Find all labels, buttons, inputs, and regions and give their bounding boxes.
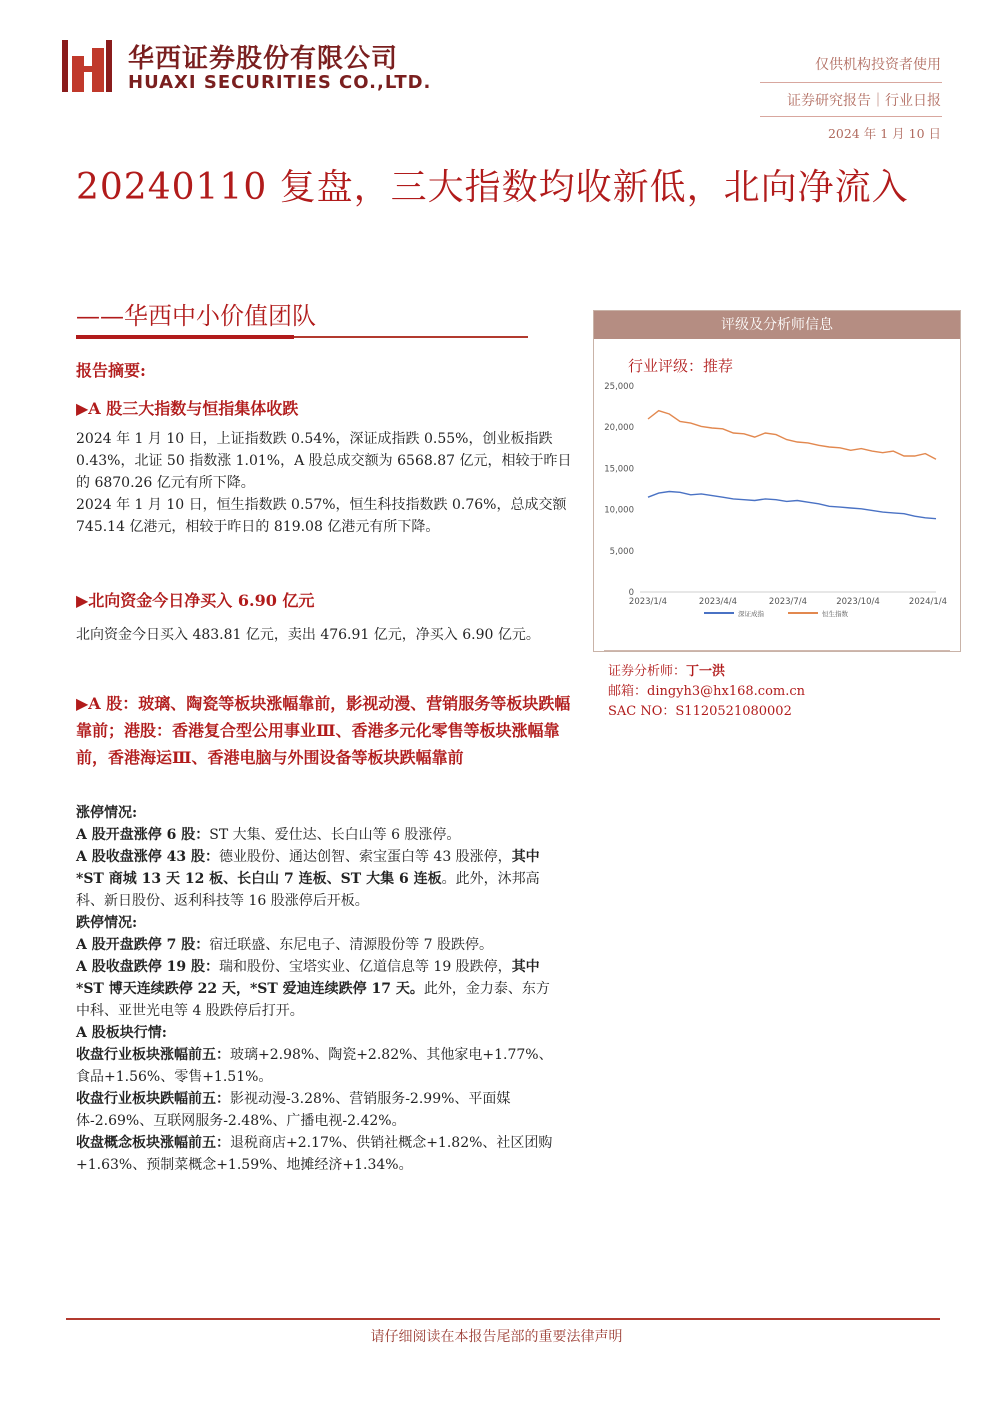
- x-tick-label: 2023/10/4: [836, 597, 880, 607]
- paragraph-northbound: 北向资金今日买入 483.81 亿元，卖出 476.91 亿元，净买入 6.90 亿元。: [76, 627, 540, 643]
- analyst-email: 邮箱：dingyh3@hx168.com.cn: [608, 684, 806, 699]
- section-body-indices: [76, 428, 576, 538]
- section-heading-northbound: ▶北向资金今日净买入 6.90 亿元: [76, 591, 315, 610]
- limit-down-heading: 跌停情况:: [76, 915, 138, 931]
- series-line: [648, 492, 936, 519]
- x-tick-label: 2023/7/4: [768, 597, 808, 607]
- report-title: 20240110 复盘，三大指数均收新低，北向净流入: [76, 167, 909, 208]
- x-tick-label: 2023/1/4: [628, 597, 668, 607]
- industry-rating: 行业评级：推荐: [628, 357, 734, 375]
- x-tick-label: 2023/4/4: [698, 597, 738, 607]
- title-divider-accent: [76, 335, 294, 339]
- industry-top-gainers: 收盘行业板块涨幅前五：玻璃+2.98%、陶瓷+2.82%、其他家电+1.77%、食品+1.56%、零售+1.51%。: [76, 1047, 553, 1085]
- y-tick-label: 20,000: [604, 423, 634, 434]
- close-limit-down: A 股收盘跌停 19 股：瑞和股份、宝塔实业、亿道信息等 19 股跌停，其中*ST 博天连续跌停 22 天，*ST 爱迪连续跌停 17 天。此外，金力泰、东方中科、亚世光电等 4 股跌停后打开。: [76, 959, 550, 1019]
- audience-note: 仅供机构投资者使用: [815, 57, 941, 73]
- sector-heading: A 股板块行情:: [76, 1025, 167, 1041]
- limit-up-heading: 涨停情况:: [76, 805, 138, 821]
- legend-label: 深证成指: [738, 610, 764, 618]
- x-tick-label: 2024/1/4: [908, 597, 948, 607]
- y-tick-label: 0: [628, 588, 634, 598]
- paragraph-a-share: 2024 年 1 月 10 日，上证指数跌 0.54%，深证成指跌 0.55%，创业板指跌 0.43%，北证 50 指数涨 1.01%，A 股总成交额为 6568.87 亿元，相较于昨日的 6870.26 亿元有所下降。: [76, 431, 572, 491]
- team-name: ——华西中小价值团队: [76, 302, 316, 330]
- company-name-en: HUAXI SECURITIES CO.,LTD.: [128, 72, 432, 93]
- sidebar-divider: [604, 650, 950, 651]
- legal-notice: 请仔细阅读在本报告尾部的重要法律声明: [370, 1329, 623, 1345]
- y-tick-label: 5,000: [609, 546, 634, 557]
- y-tick-label: 10,000: [604, 505, 634, 516]
- report-date: 2024 年 1 月 10 日: [827, 126, 941, 141]
- huaxi-logo-icon: [62, 38, 114, 94]
- legend-label: 恒生指数: [822, 610, 848, 618]
- analyst-sac: SAC NO：S1120521080002: [608, 704, 792, 719]
- open-limit-down: A 股开盘跌停 7 股：宿迁联盛、东尼电子、清源股份等 7 股跌停。: [76, 937, 494, 953]
- report-type: 证券研究报告｜行业日报: [787, 93, 941, 109]
- limit-details: [76, 802, 558, 1176]
- index-line-chart: [600, 378, 960, 618]
- section-heading-indices: ▶A 股三大指数与恒指集体收跌: [76, 399, 299, 418]
- industry-top-losers: 收盘行业板块跌幅前五：影视动漫-3.28%、营销服务-2.99%、平面媒体-2.69%、互联网服务-2.48%、广播电视-2.42%。: [76, 1091, 511, 1129]
- concept-top-gainers: 收盘概念板块涨幅前五：退税商店+2.17%、供销社概念+1.82%、社区团购+1.63%、预制菜概念+1.59%、地摊经济+1.34%。: [76, 1135, 553, 1173]
- series-line: [648, 411, 936, 460]
- header-divider: [760, 82, 942, 83]
- summary-heading: 报告摘要:: [76, 361, 146, 380]
- rating-panel-heading: 评级及分析师信息: [594, 311, 960, 339]
- analyst-info: 证券分析师：丁一洪: [608, 664, 726, 679]
- company-name-cn: 华西证券股份有限公司: [128, 44, 399, 74]
- close-limit-up: A 股收盘涨停 43 股：德业股份、通达创智、索宝蛋白等 43 股涨停，其中*ST 商城 13 天 12 板、长白山 7 连板、ST 大集 6 连板。此外，沐邦高科、新日股份、返利科技等 16 股涨停后开板。: [76, 849, 540, 909]
- section-heading-sectors: ▶A 股：玻璃、陶瓷等板块涨幅靠前，影视动漫、营销服务等板块跌幅靠前；港股：香港复合型公用事业Ⅲ、香港多元化零售等板块涨幅靠前，香港海运Ⅲ、香港电脑与外围设备等板块跌幅靠前: [76, 694, 571, 767]
- paragraph-hk: 2024 年 1 月 10 日，恒生指数跌 0.57%，恒生科技指数跌 0.76%，总成交额 745.14 亿港元，相较于昨日的 819.08 亿港元有所下降。: [76, 497, 567, 535]
- footer-divider: [66, 1318, 940, 1320]
- y-tick-label: 15,000: [604, 464, 634, 475]
- header-divider: [760, 116, 942, 117]
- y-tick-label: 25,000: [604, 382, 634, 392]
- open-limit-up: A 股开盘涨停 6 股：ST 大集、爱仕达、长白山等 6 股涨停。: [76, 827, 461, 843]
